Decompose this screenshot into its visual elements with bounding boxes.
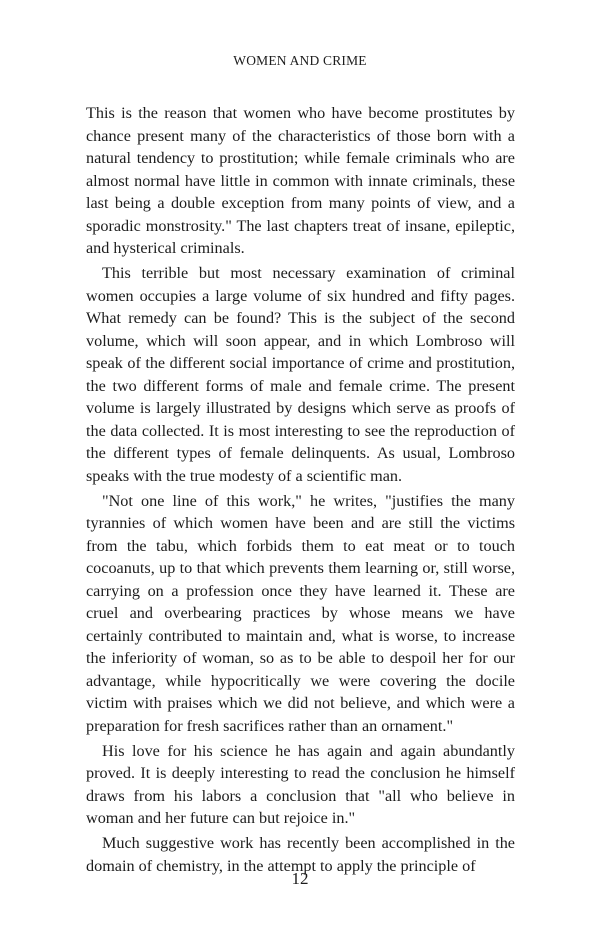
- paragraph-4: His love for his science he has again and again abundantly proved. It is deeply interesting to read the conclusion he himself draws from his labors a conclusion that "all who believe in woman and her future can but rejoice in.": [86, 741, 515, 827]
- page-number: 12: [291, 869, 309, 888]
- running-head-title: WOMEN AND CRIME: [233, 53, 367, 68]
- paragraph-2: This terrible but most necessary examination of criminal women occupies a large volume of six hundred and fifty pages. What remedy can be found? This is the subject of the second volume, which will soon appear, and in which Lombroso will speak of the different social importance of crime and prostitution, the two different forms of male and female crime. The present volume is largely illustrated by designs which serve as proofs of the data collected. It is most interesting to see the reproduction of the different types of female delinquents. As usual, Lombroso speaks with the true modesty of a scientific man.: [86, 264, 515, 485]
- paragraph-5: Much suggestive work has recently been accomplished in the domain of chemistry, in the attempt to apply the principle of: [86, 834, 515, 875]
- body-text: [86, 102, 515, 880]
- paragraph-3: "Not one line of this work," he writes, "justifies the many tyrannies of which women have been and are still the victims from the tabu, which forbids them to eat meat or to touch cocoanuts, up to that which prevents them learning or, still worse, carrying on a profession once they have learned it. These are cruel and overbearing practices by whose means we have certainly contributed to maintain and, what is worse, to increase the inferiority of woman, so as to be able to despoil her for our advantage, while hypocritically we were covering the docile victim with praises which we did not believe, and which were a preparation for fresh sacrifices rather than an ornament.": [86, 491, 515, 735]
- paragraph-1: This is the reason that women who have become prostitutes by chance present many of the characteristics of those born with a natural tendency to prostitution; while female criminals who are almost normal have little in common with innate criminals, these last being a double exception from many points of view, and a sporadic monstrosity." The last chapters treat of insane, epileptic, and hysterical criminals.: [86, 104, 515, 257]
